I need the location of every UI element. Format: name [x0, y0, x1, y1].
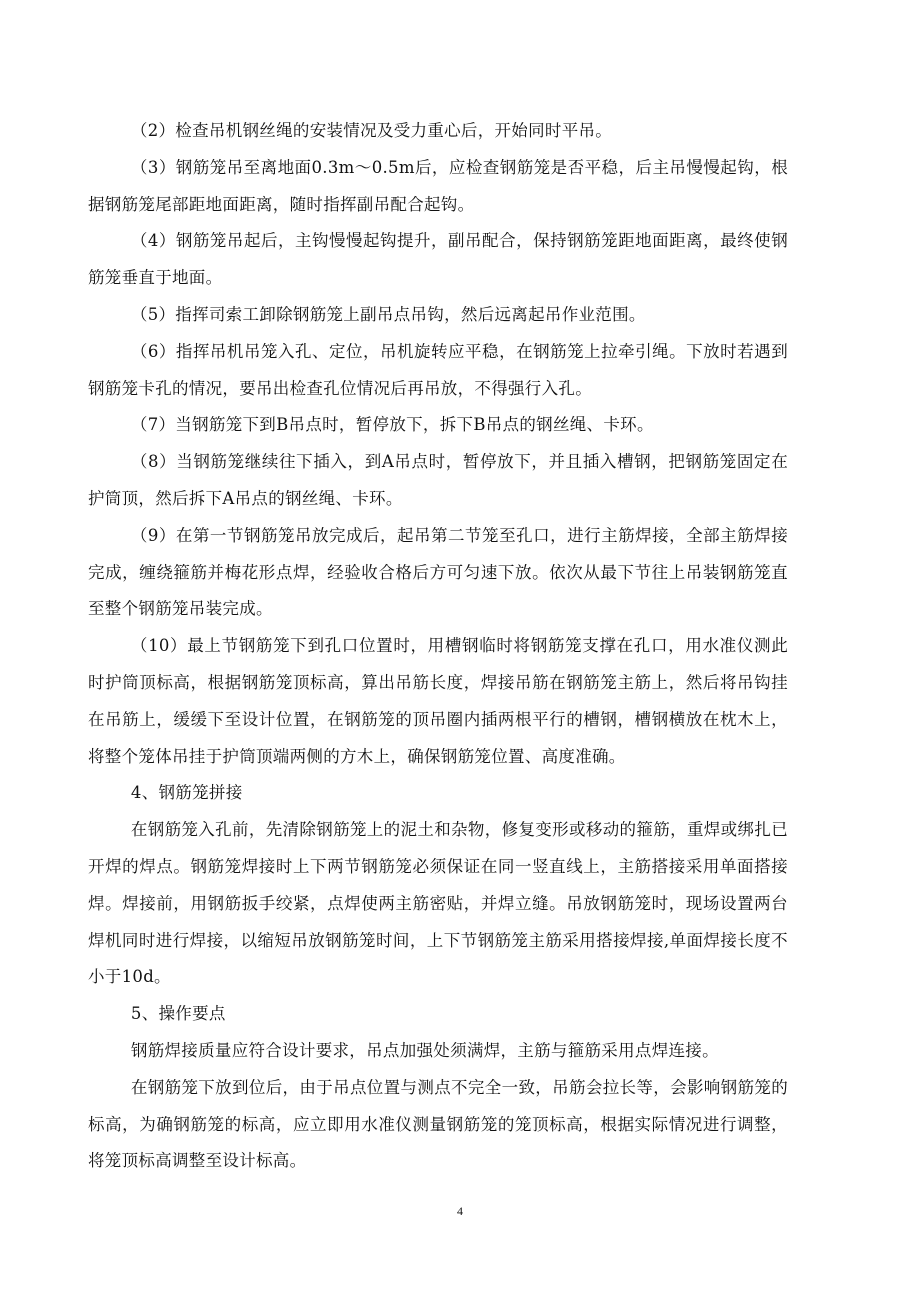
page-body [88, 113, 788, 1180]
paragraph-step-7: （7）当钢筋笼下到B吊点时，暂停放下，拆下B吊点的钢丝绳、卡环。 [130, 415, 654, 435]
page-number: 4 [457, 1204, 463, 1218]
paragraph-cage-splicing: 在钢筋笼入孔前，先清除钢筋笼上的泥土和杂物，修复变形或移动的箍筋，重焊或绑扎已开焊的焊点。钢筋笼焊接时上下两节钢筋笼必须保证在同一竖直线上，主筋搭接采用单面搭接焊。焊接前，用钢筋扳手绞紧，点焊使两主筋密贴，并焊立缝。吊放钢筋笼时，现场设置两台焊机同时进行焊接，以缩短吊放钢筋笼时间，上下节钢筋笼主筋采用搭接焊接,单面焊接长度不小于10d。 [88, 820, 788, 987]
paragraph-step-3: （3）钢筋笼吊至离地面0.3m～0.5m后，应检查钢筋笼是否平稳，后主吊慢慢起钩，根据钢筋笼尾部距地面距离，随时指挥副吊配合起钩。 [88, 157, 788, 214]
section-heading-key-points: 5、操作要点 [130, 1004, 226, 1024]
section-heading-cage-splicing: 4、钢筋笼拼接 [130, 783, 243, 803]
paragraph-step-4: （4）钢筋笼吊起后，主钩慢慢起钩提升，副吊配合，保持钢筋笼距地面距离，最终使钢筋笼垂直于地面。 [88, 231, 788, 288]
paragraph-welding-quality: 钢筋焊接质量应符合设计要求，吊点加强处须满焊，主筋与箍筋采用点焊连接。 [130, 1040, 719, 1060]
paragraph-elevation-adjustment: 在钢筋笼下放到位后，由于吊点位置与测点不完全一致，吊筋会拉长等，会影响钢筋笼的标高，为确钢筋笼的标高，应立即用水准仪测量钢筋笼的笼顶标高，根据实际情况进行调整，将笼顶标高调整至设计标高。 [88, 1077, 788, 1171]
paragraph-step-6: （6）指挥吊机吊笼入孔、定位，吊机旋转应平稳，在钢筋笼上拉牵引绳。下放时若遇到钢筋笼卡孔的情况，要吊出检查孔位情况后再吊放，不得强行入孔。 [88, 341, 788, 398]
paragraph-step-5: （5）指挥司索工卸除钢筋笼上副吊点吊钩，然后远离起吊作业范围。 [130, 304, 646, 324]
paragraph-step-2: （2）检查吊机钢丝绳的安装情况及受力重心后，开始同时平吊。 [130, 121, 613, 140]
paragraph-step-9: （9）在第一节钢筋笼吊放完成后，起吊第二节笼至孔口，进行主筋焊接，全部主筋焊接完成，缠绕箍筋并梅花形点焊，经验收合格后方可匀速下放。依次从最下节往上吊装钢筋笼直至整个钢筋笼吊装完成。 [88, 525, 788, 619]
paragraph-step-10: （10）最上节钢筋笼下到孔口位置时，用槽钢临时将钢筋笼支撑在孔口，用水准仪测此时护筒顶标高，根据钢筋笼顶标高，算出吊筋长度，焊接吊筋在钢筋笼主筋上，然后将吊钩挂在吊筋上，缓缓下至设计位置，在钢筋笼的顶吊圈内插两根平行的槽钢，槽钢横放在枕木上，将整个笼体吊挂于护筒顶端两侧的方木上，确保钢筋笼位置、高度准确。 [88, 636, 788, 766]
paragraph-step-8: （8）当钢筋笼继续往下插入，到A吊点时，暂停放下，并且插入槽钢，把钢筋笼固定在护筒顶，然后拆下A吊点的钢丝绳、卡环。 [88, 452, 788, 508]
